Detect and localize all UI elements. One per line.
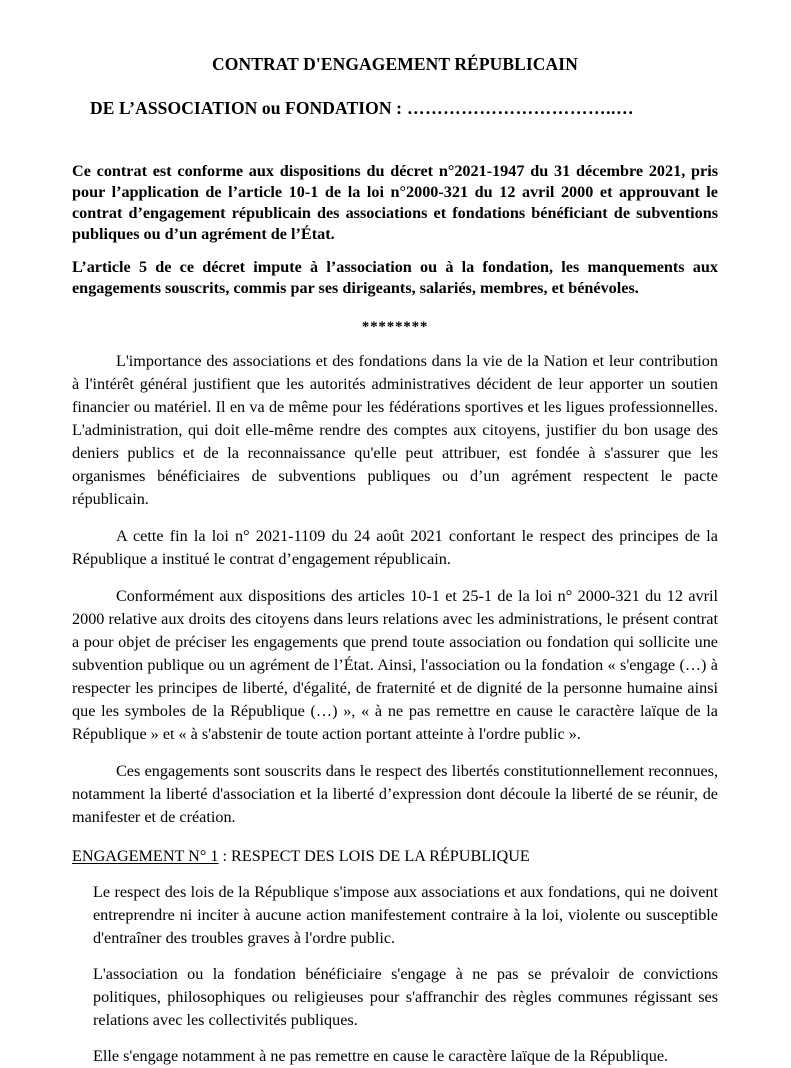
lead-paragraph-1: Ce contrat est conforme aux dispositions du décret n°2021-1947 du 31 décembre 2021, pris pour l’application de l’article 10-1 de la loi n°2000-321 du 12 avril 2000 et approuvant le contrat d’engagement républicain des associations et fondations bénéficiant de subventions publiques ou d’un agrément de l’État.	[72, 162, 718, 244]
engagement-1-heading-title: : RESPECT DES LOIS DE LA RÉPUBLIQUE	[218, 847, 530, 866]
preamble-paragraph-2: A cette fin la loi n° 2021-1109 du 24 août 2021 confortant le respect des principes de la République a institué le contrat d’engagement républicain.	[72, 527, 718, 569]
preamble-paragraph-3: Conformément aux dispositions des articles 10-1 et 25-1 de la loi n° 2000-321 du 12 avril 2000 relative aux droits des citoyens dans leurs relations avec les administrations, le présent contrat a pour objet de préciser les engagements que prend toute association ou fondation qui sollicite une subvention publique ou un agrément de l’État. Ainsi, l'association ou la fondation « s'engage (…) à respecter les principes de liberté, d'égalité, de fraternité et de dignité de la personne humaine ainsi que les symboles de la République (…) », « à ne pas remettre en cause le caractère laïque de la République » et « à s'abstenir de toute action portant atteinte à l'ordre public ».	[72, 587, 718, 744]
preamble-paragraph-1: L'importance des associations et des fondations dans la vie de la Nation et leur contribution à l'intérêt général justifient que les autorités administratives décident de leur apporter un soutien financier ou matériel. Il en va de même pour les fédérations sportives et les ligues professionnelles. L'administration, qui doit elle-même rendre des comptes aux citoyens, justifier du bon usage des deniers publics et de la reconnaissance qu'elle peut attribuer, est fondée à s'assurer que les organismes bénéficiaires de subventions publiques ou d’un agrément respectent le pacte républicain.	[72, 352, 718, 509]
engagement-1-paragraph-1: Le respect des lois de la République s'impose aux associations et aux fondations, qui ne doivent entreprendre ni inciter à aucune action manifestement contraire à la loi, violente ou susceptible d'entraîner des troubles graves à l'ordre public.	[93, 883, 718, 948]
engagement-1-body	[93, 881, 718, 1068]
lead-paragraph-2: L’article 5 de ce décret impute à l’association ou à la fondation, les manquements aux engagements souscrits, commis par ses dirigeants, salariés, membres, et bénévoles.	[72, 258, 718, 298]
fill-in-dots: ……………………………..…	[402, 97, 635, 118]
asterisk-separator: ********	[361, 319, 429, 336]
document-title-line-2-label: DE L’ASSOCIATION ou FONDATION :	[90, 97, 402, 118]
document-title-line-2	[72, 97, 718, 118]
engagement-1-heading-number: ENGAGEMENT N° 1	[72, 847, 219, 866]
engagement-1-paragraph-2: L'association ou la fondation bénéficiaire s'engage à ne pas se prévaloir de convictions politiques, philosophiques ou religieuses pour s'affranchir des règles communes régissant ses relations avec les collectivités publiques.	[93, 965, 718, 1030]
engagement-1-paragraph-3: Elle s'engage notamment à ne pas remettre en cause le caractère laïque de la République.	[93, 1047, 669, 1066]
document-title-line-1: CONTRAT D'ENGAGEMENT RÉPUBLICAIN	[212, 54, 578, 74]
engagement-1-heading	[72, 845, 718, 868]
document-content	[72, 56, 718, 1068]
preamble-paragraph-4: Ces engagements sont souscrits dans le respect des libertés constitutionnellement reconnues, notamment la liberté d'association et la liberté d’expression dont découle la liberté de se réunir, de manifester et de création.	[72, 762, 718, 827]
